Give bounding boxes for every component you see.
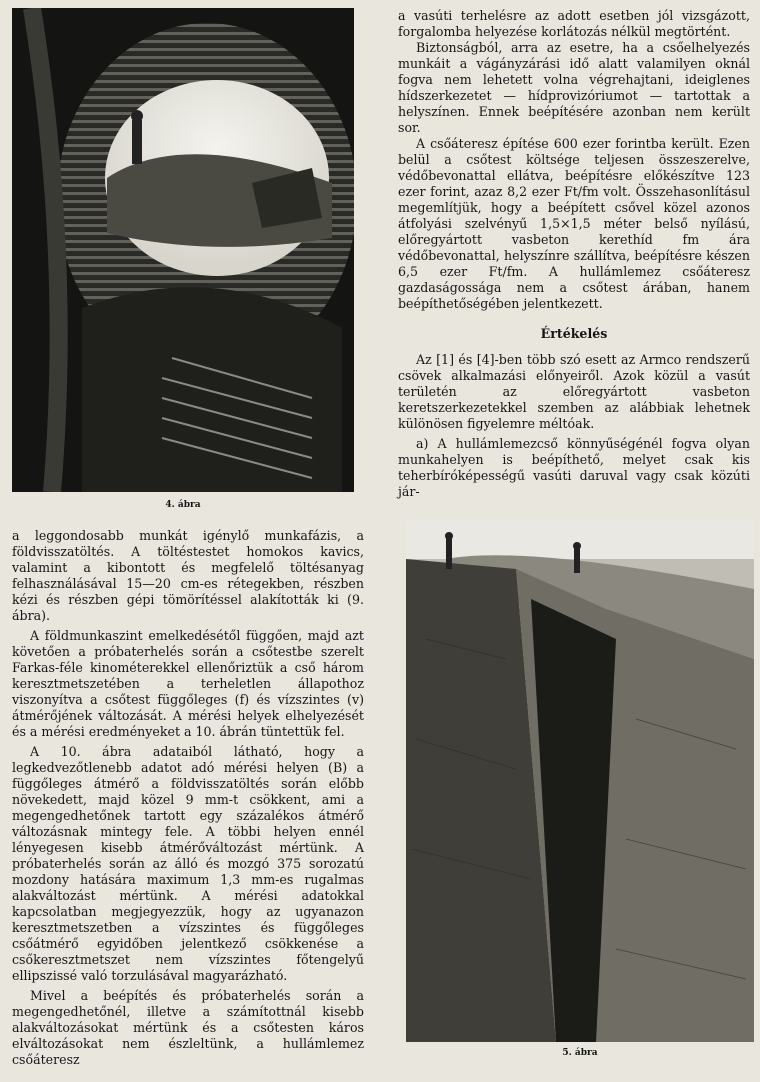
figure-5-photo xyxy=(406,519,754,1042)
figure-4-caption: 4. ábra xyxy=(165,500,201,510)
paragraph: a) A hullámlemezcső könnyűségénél fogva olyan munkahelyen is beépíthető, melyet csak kis teherbíróképességű vasúti daruval vagy csak közúti jár- xyxy=(398,436,750,499)
left-column-bottom xyxy=(12,528,364,1068)
figure-4-photo xyxy=(12,8,354,492)
paragraph: Biztonságból, arra az esetre, ha a csőelhelyezés munkáit a vágányzárási idő alatt valamilyen oknál fogva nem lehetett volna végrehajtani, ideiglenes hídszerkezetet — hídprovizóriumot — tartottak a helyszínen. Ennek beépítésére azonban nem került sor. xyxy=(398,40,750,135)
paragraph: Mivel a beépítés és próbaterhelés során a megengedhetőnél, illetve a számítottnál kisebb alakváltozásokat mértünk és a csőtesten káros elváltozásokat nem észleltünk, a hullámlemez csőáteresz xyxy=(12,988,364,1067)
paragraph: a vasúti terhelésre az adott esetben jól vizsgázott, forgalomba helyezése korlátozás nélkül megtörtént. xyxy=(398,8,750,39)
paragraph: Az [1] és [4]-ben több szó esett az Armco rendszerű csövek alkalmazási előnyeiről. Azok közül a vasút területén az előregyártott vasbeton keretszerkezetekkel szemben az alábbiak lehetnek különösen figyelemre méltóak. xyxy=(398,352,750,431)
section-heading: Értékelés xyxy=(540,326,608,341)
paragraph: A 10. ábra adataiból látható, hogy a legkedvezőtlenebb adatot adó mérési helyen (B) a függőleges átmérő a földvisszatöltés során előbb növekedett, majd közel 9 mm-t csökkent, ami a megengedhetőnek tartott egy százalékos átmérő változásnak mintegy fele. A többi helyen ennél lényegesen kisebb átmérőváltozást mértünk. A próbaterhelés során az álló és mozgó 375 sorozatú mozdony hatására maximum 1,3 mm-es rugalmas alakváltozást mértünk. A mérési adatokkal kapcsolatban megjegyezzük, hogy az ugyanazon keresztmetszetben a vízszintes és függőleges csőátmérő egyidőben jelentkező csökkenése a csőkeresztmetszet nem vízszintes főtengelyű ellipszissé való torzulásával magyarázható. xyxy=(12,744,364,983)
paragraph: A földmunkaszint emelkedésétől függően, majd azt követően a próbaterhelés során a csőtestbe szerelt Farkas-féle kinométerekkel ellenőriztük a cső három keresztmetszetében a terheletlen állapothoz viszonyítva a csőtest függőleges (f) és vízszintes (v) átmérőjének változását. A mérési helyek elhelyezését és a mérési eredményeket a 10. ábrán tüntettük fel. xyxy=(12,628,364,739)
figure-5-caption: 5. ábra xyxy=(562,1048,598,1058)
trench-image xyxy=(406,519,754,1042)
right-column-top xyxy=(398,8,750,500)
paragraph: A csőáteresz építése 600 ezer forintba került. Ezen belül a csőtest költsége teljesen összeszerelve, védőbevonattal ellátva, beépítésre előkészítve 123 ezer forint, azaz 8,2 ezer Ft/fm volt. Összehasonlításul megemlítjük, hogy a beépített csővel közel azonos átfolyási szelvényű 1,5×1,5 méter belső nyílású, előregyártott vasbeton kerethíd fm ára védőbevonattal, helyszínre szállítva, beépítésre készen 6,5 ezer Ft/fm. A hullámlemez csőáteresz gazdaságossága nem a csőtest árában, hanem beépíthetőségében jelentkezett. xyxy=(398,136,750,311)
paragraph: a leggondosabb munkát igénylő munkafázis, a földvisszatöltés. A töltéstestet homokos kavics, valamint a kibontott és megfelelő töltésanyag felhasználásával 15—20 cm-es rétegekben, részben kézi és részben gépi tömörítéssel alakították ki (9. ábra). xyxy=(12,528,364,623)
pipe-interior-image xyxy=(12,8,354,492)
